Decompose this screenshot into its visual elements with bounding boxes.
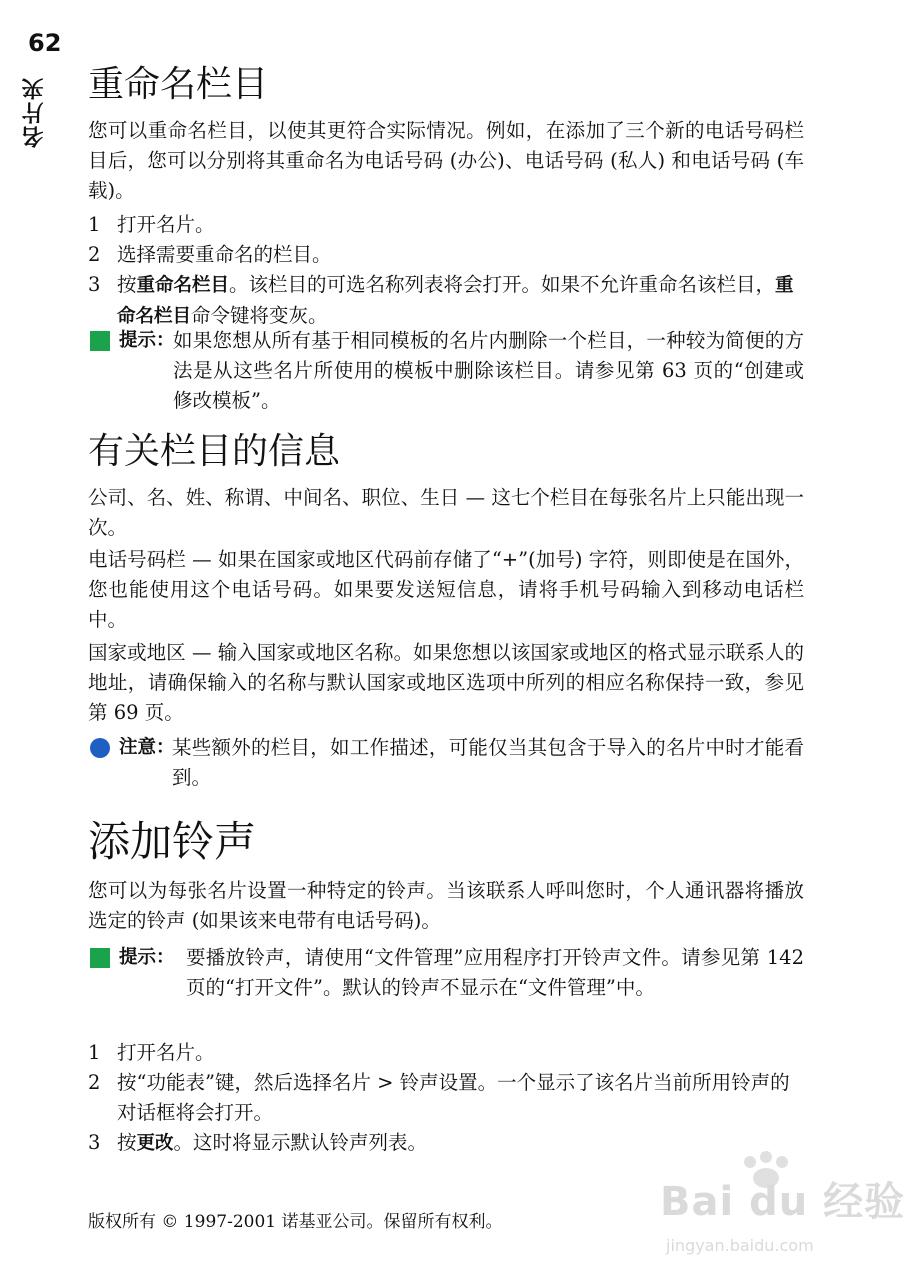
page-number: 62	[28, 29, 62, 57]
command-name: 更改	[136, 1133, 174, 1154]
step-number: 1	[88, 1041, 101, 1064]
list-item	[88, 1038, 804, 1068]
step-number: 2	[88, 1071, 101, 1094]
step-text-pre: 按	[117, 273, 137, 296]
list-item	[88, 210, 804, 240]
step-text: 按“功能表”键，然后选择名片 > 铃声设置。一个显示了该名片当前所用铃声的对话框将会打开。	[117, 1071, 790, 1124]
note-text: 某些额外的栏目，如工作描述，可能仅当其包含于导入的名片中时才能看到。	[172, 736, 804, 789]
ringtone-intro-paragraph: 您可以为每张名片设置一种特定的铃声。当该联系人呼叫您时，个人通讯器将播放选定的铃声 (如果该来电带有电话号码)。	[88, 879, 804, 932]
chapter-side-tab: 名片夹	[22, 76, 47, 148]
field-info-paragraph: 公司、名、姓、称谓、中间名、职位、生日 — 这七个栏目在每张名片上只能出现一次。	[88, 486, 804, 539]
field-info-paragraph: 国家或地区 — 输入国家或地区名称。如果您想以该国家或地区的格式显示联系人的地址，请确保输入的名称与默认国家或地区选项中所列的相应名称保持一致，参见第 69 页。	[88, 641, 804, 724]
tip-label: 提示：	[119, 947, 175, 968]
step-number: 2	[88, 243, 101, 266]
rename-steps-list	[88, 210, 804, 332]
section-title-rename-field: 重命名栏目	[88, 64, 269, 105]
step-text-post: 命令键将变灰。	[191, 304, 328, 327]
step-text-pre: 按	[117, 1131, 137, 1154]
command-name: 重命名栏目	[117, 275, 794, 327]
tip-callout	[88, 326, 804, 416]
step-text: 打开名片。	[117, 213, 215, 236]
tip-callout	[88, 943, 804, 1033]
field-info-paragraph: 电话号码栏 — 如果在国家或地区代码前存储了“+”(加号) 字符，则即使是在国外，您也能使用这个电话号码。如果要发送短信息，请将手机号码输入到移动电话栏中。	[88, 548, 804, 631]
watermark-brand: Bai du 经验	[660, 1179, 906, 1225]
tip-label: 提示：	[119, 330, 175, 351]
copyright-footer: 版权所有 © 1997-2001 诺基亚公司。保留所有权利。	[88, 1212, 503, 1232]
list-item	[88, 270, 804, 332]
command-name: 重命名栏目	[136, 275, 230, 296]
tip-text: 如果您想从所有基于相同模板的名片内删除一个栏目，一种较为简便的方法是从这些名片所使用的模板中删除该栏目。请参见第 63 页的“创建或修改模板”。	[173, 329, 804, 412]
tip-square-icon	[90, 948, 110, 968]
rename-intro-paragraph: 您可以重命名栏目，以使其更符合实际情况。例如，在添加了三个新的电话号码栏目后，您可以分别将其重命名为电话号码 (办公)、电话号码 (私人) 和电话号码 (车载)。	[88, 119, 804, 202]
step-text: 选择需要重命名的栏目。	[117, 243, 332, 266]
note-callout	[88, 733, 804, 793]
step-number: 3	[88, 273, 101, 296]
step-text-post: 。这时将显示默认铃声列表。	[173, 1131, 428, 1154]
section-title-add-ringtone: 添加铃声	[88, 817, 257, 866]
step-text-mid: 。该栏目的可选名称列表将会打开。如果不允许重命名该栏目，	[229, 273, 776, 296]
list-item	[88, 1068, 804, 1128]
ringtone-steps-list	[88, 1038, 804, 1159]
step-text: 打开名片。	[117, 1041, 215, 1064]
step-number: 3	[88, 1131, 101, 1154]
tip-square-icon	[90, 331, 110, 351]
step-number: 1	[88, 213, 101, 236]
section-title-field-info: 有关栏目的信息	[88, 431, 341, 472]
note-circle-icon	[90, 738, 110, 758]
baidu-jingyan-watermark	[652, 1150, 906, 1270]
list-item	[88, 240, 804, 270]
note-label: 注意：	[119, 737, 175, 758]
watermark-url: jingyan.baidu.com	[666, 1236, 814, 1255]
tip-text: 要播放铃声，请使用“文件管理”应用程序打开铃声文件。请参见第 142 页的“打开文件”。默认的铃声不显示在“文件管理”中。	[186, 946, 804, 999]
